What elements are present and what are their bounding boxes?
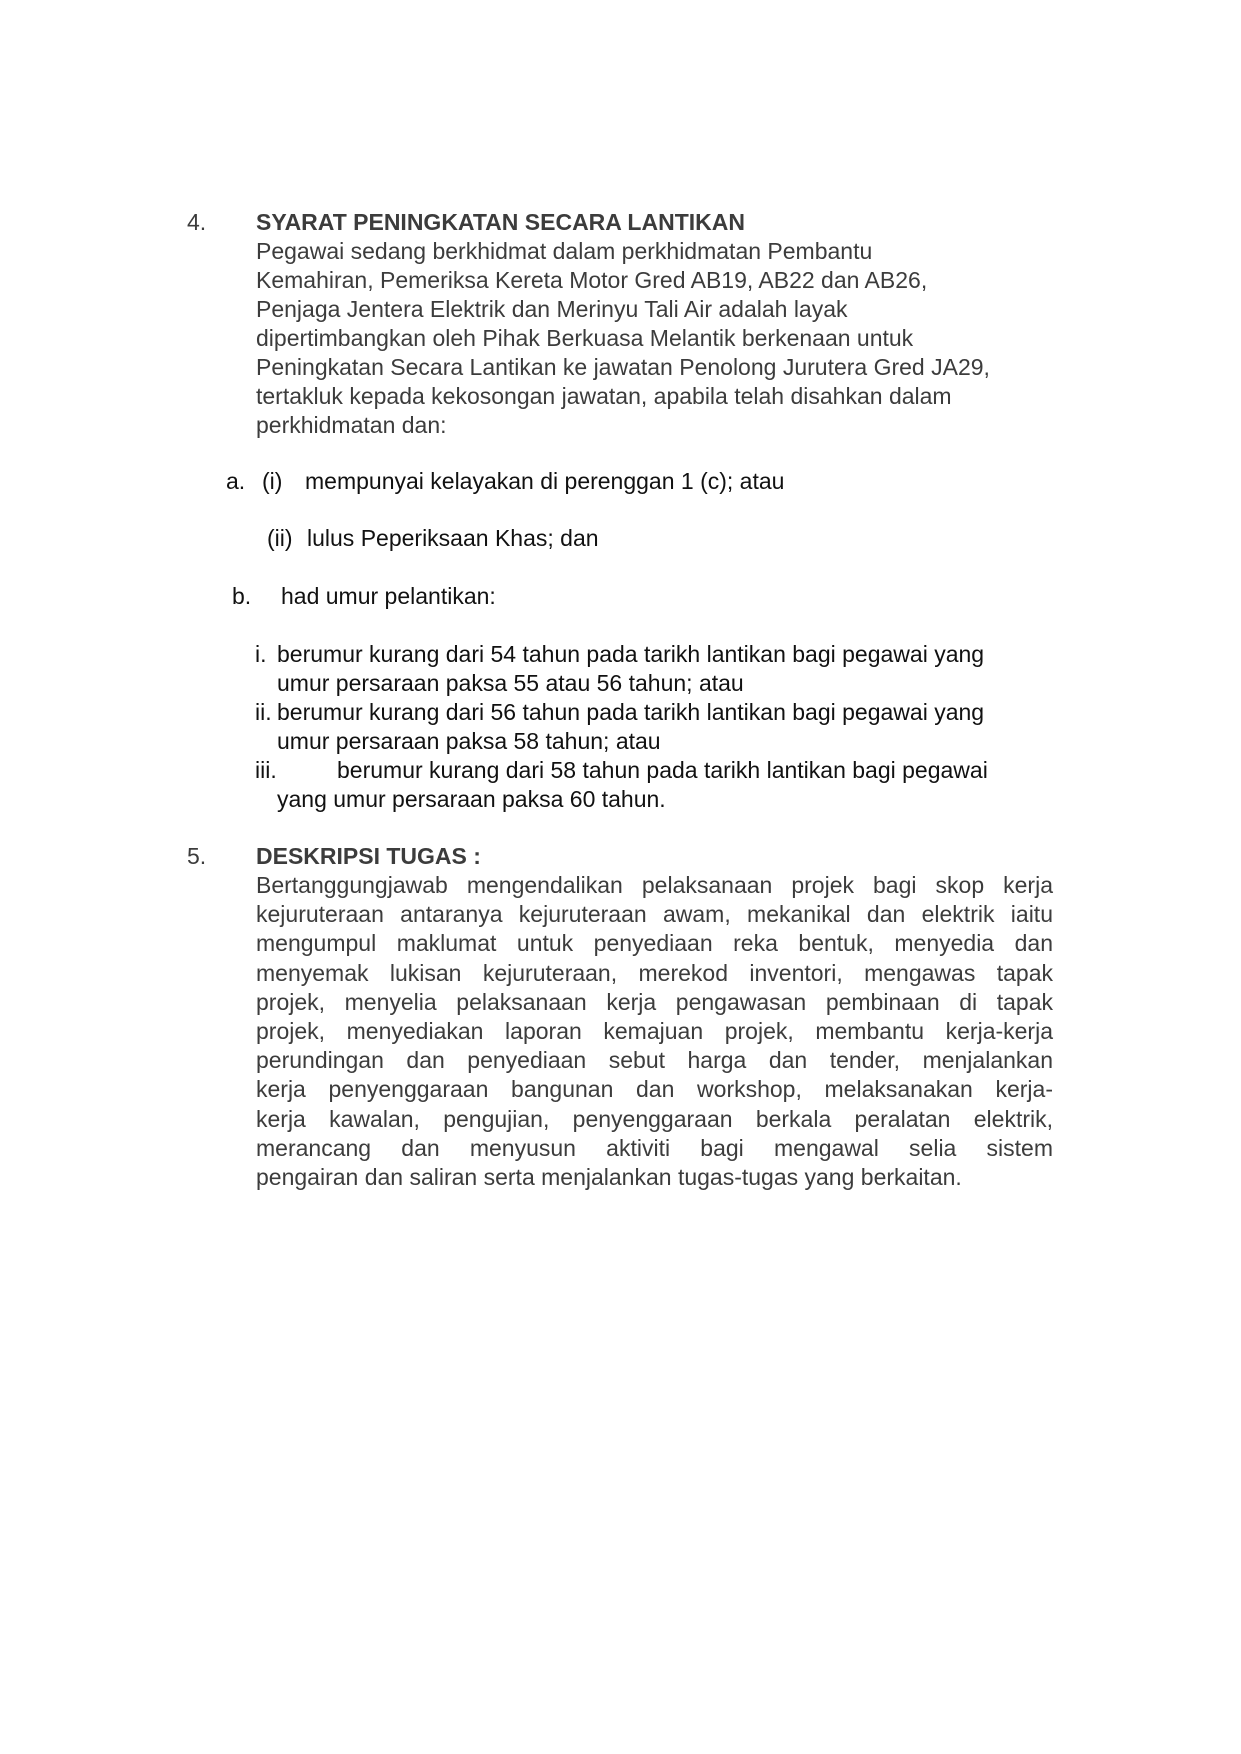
condition-a-ii-label: (ii) xyxy=(267,525,293,551)
condition-a-i-text: mempunyai kelayakan di perenggan 1 (c); atau xyxy=(305,468,785,494)
section-5-body-line: projek, menyediakan laporan kemajuan projek, membantu kerja-kerja xyxy=(256,1017,1053,1044)
condition-b-text: had umur pelantikan: xyxy=(281,583,496,609)
section-4-number: 4. xyxy=(187,209,207,235)
section-5-number: 5. xyxy=(187,843,207,869)
age-item-ii-label: ii. xyxy=(255,699,272,725)
age-item-ii-line1: berumur kurang dari 56 tahun pada tarikh lantikan bagi pegawai yang xyxy=(277,699,985,725)
condition-a-i-label: (i) xyxy=(262,468,283,494)
section-5-body-line: Bertanggungjawab mengendalikan pelaksanaan projek bagi skop kerja xyxy=(256,872,1053,898)
section-5-body-line: kerja kawalan, pengujian, penyenggaraan berkala peralatan elektrik, xyxy=(256,1105,1053,1132)
section-4-body-line: perkhidmatan dan: xyxy=(256,412,447,438)
age-item-ii-line2: umur persaraan paksa 58 tahun; atau xyxy=(277,728,661,754)
section-5-body-line: pengairan dan saliran serta menjalankan tugas-tugas yang berkaitan. xyxy=(256,1163,962,1190)
section-5-body-line: kejuruteraan antaranya kejuruteraan awam, mekanikal dan elektrik iaitu xyxy=(256,901,1053,928)
section-4-body-line: Kemahiran, Pemeriksa Kereta Motor Gred AB19, AB22 dan AB26, xyxy=(256,267,928,293)
condition-b-label: b. xyxy=(232,583,252,609)
section-5-body-line: merancang dan menyusun aktiviti bagi mengawal selia sistem xyxy=(256,1134,1053,1161)
condition-a-label: a. xyxy=(226,468,246,494)
section-4-body-line: Peningkatan Secara Lantikan ke jawatan Penolong Jurutera Gred JA29, xyxy=(256,354,990,380)
section-5-body-line: menyemak lukisan kejuruteraan, merekod inventori, mengawas tapak xyxy=(256,959,1053,986)
age-item-iii-line2: yang umur persaraan paksa 60 tahun. xyxy=(277,786,666,812)
section-5-body xyxy=(256,871,1053,1192)
section-4-heading: SYARAT PENINGKATAN SECARA LANTIKAN xyxy=(256,209,745,235)
section-5-body-line: mengumpul maklumat untuk penyediaan reka bentuk, menyedia dan xyxy=(256,930,1053,957)
age-item-i-label: i. xyxy=(255,641,267,667)
age-item-iii-label: iii. xyxy=(255,757,277,783)
section-5-heading: DESKRIPSI TUGAS : xyxy=(256,843,481,869)
age-item-iii-line1: berumur kurang dari 58 tahun pada tarikh lantikan bagi pegawai xyxy=(337,757,988,783)
section-4-body-line: tertakluk kepada kekosongan jawatan, apabila telah disahkan dalam xyxy=(256,383,952,409)
condition-a-ii-text: lulus Peperiksaan Khas; dan xyxy=(307,525,599,551)
section-5-body-line: perundingan dan penyediaan sebut harga dan tender, menjalankan xyxy=(256,1047,1053,1074)
age-item-i-line2: umur persaraan paksa 55 atau 56 tahun; atau xyxy=(277,670,744,696)
section-5-body-line: projek, menyelia pelaksanaan kerja pengawasan pembinaan di tapak xyxy=(256,988,1053,1015)
section-4-body-line: Penjaga Jentera Elektrik dan Merinyu Tali Air adalah layak xyxy=(256,296,848,322)
age-item-i-line1: berumur kurang dari 54 tahun pada tarikh lantikan bagi pegawai yang xyxy=(277,641,985,667)
section-4-body-line: Pegawai sedang berkhidmat dalam perkhidmatan Pembantu xyxy=(256,238,873,264)
section-5-body-line: kerja penyenggaraan bangunan dan workshop, melaksanakan kerja- xyxy=(256,1076,1053,1103)
section-4-body-line: dipertimbangkan oleh Pihak Berkuasa Melantik berkenaan untuk xyxy=(256,325,914,351)
